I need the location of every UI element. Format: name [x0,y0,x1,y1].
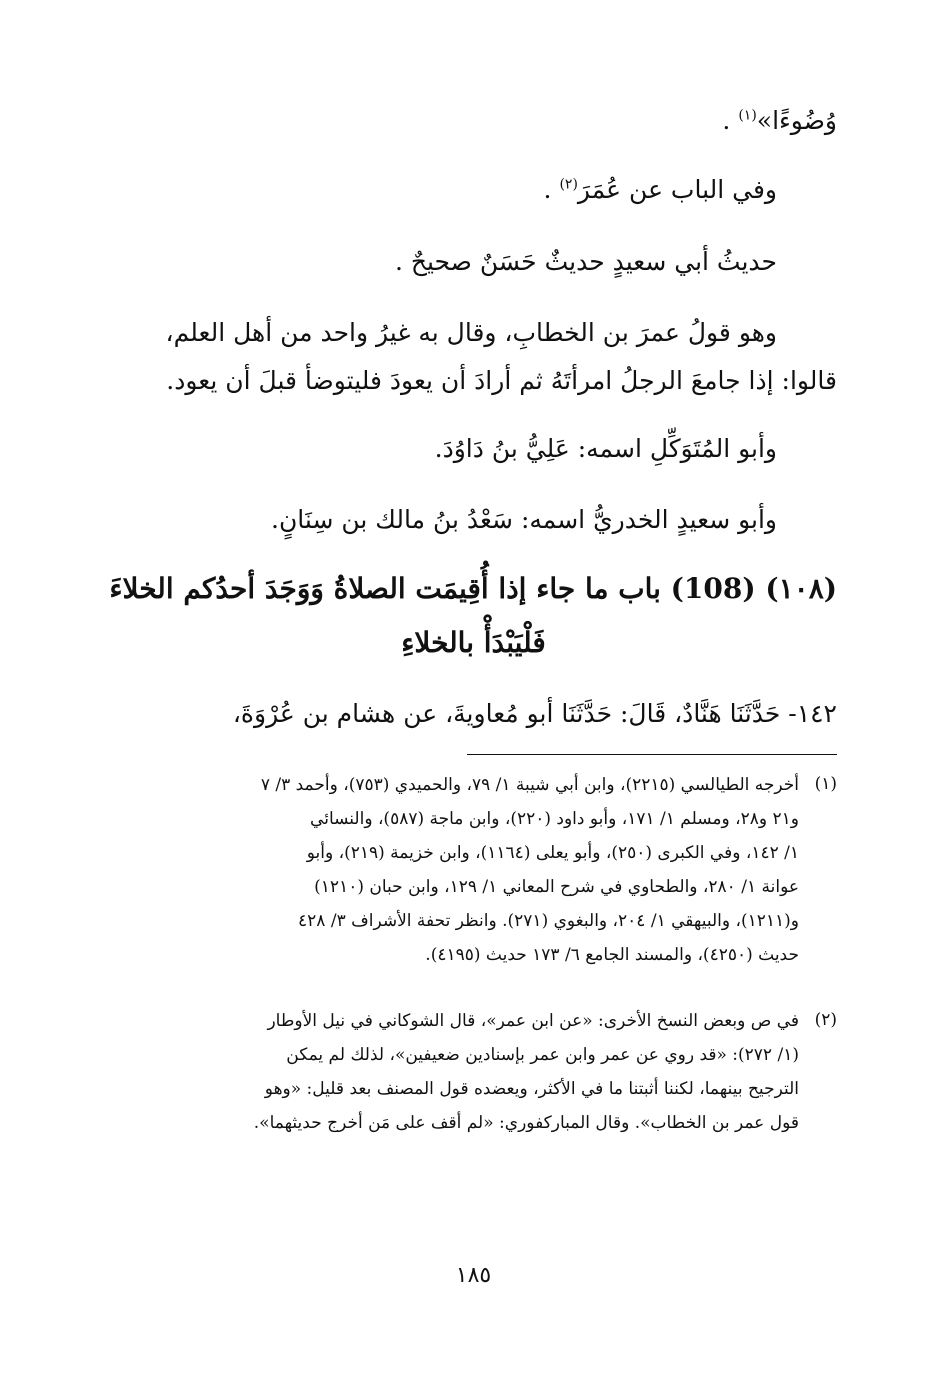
chapter-number-latin: (108) [670,572,756,605]
footnote-2-line: قول عمر بن الخطاب». وقال المباركفوري: «لم أقف على مَن أخرج حديثهما». [253,1113,799,1133]
body-line-1-end: . [722,106,739,135]
footnote-1-line: و(١٢١١)، والبيهقي ١/ ٢٠٤، والبغوي (٢٧١). وانظر تحفة الأشراف ٣/ ٤٢٨ [298,911,799,931]
chapter-title-line-1: باب ما جاء إذا أُقِيمَت الصلاةُ وَوَجَدَ أحدُكم الخلاءَ [109,572,661,605]
body-line-5: قالوا: إذا جامعَ الرجلُ امرأتَهُ ثم أرادَ أن يعودَ فليتوضأ قبلَ أن يعود. [166,366,837,395]
footnote-2-line: في ص وبعض النسخ الأخرى: «عن ابن عمر»، قال الشوكاني في نيل الأوطار [267,1011,799,1031]
footnote-1-line: عوانة ١/ ٢٨٠، والطحاوي في شرح المعاني ١/ ١٢٩، وابن حبان (١٢١٠) [314,877,799,897]
hadith-line-1: ١٤٢- حَدَّثَنَا هَنَّادٌ، قَالَ: حَدَّثَنَا أبو مُعاويةَ، عن هشام بن عُرْوَةَ، [232,699,837,728]
body-line-7: وأبو سعيدٍ الخدريُّ اسمه: سَعْدُ بنُ مالك بن سِنَانٍ. [271,505,777,534]
footnote-2-marker: (٢) [814,1010,837,1030]
chapter-title-line-2: فَلْيَبْدَأْ بالخلاءِ [401,626,546,659]
footnote-1-line: و٢١ و٢٨، ومسلم ١/ ١٧١، وأبو داود (٢٢٠)، وابن ماجة (٥٨٧)، والنسائي [310,809,799,829]
body-line-1 [722,106,837,135]
footnote-1-line: ١/ ١٤٢، وفي الكبرى (٢٥٠)، وأبو يعلى (١١٦٤)، وابن خزيمة (٢١٩)، وأبو [306,843,799,863]
body-line-2-text: وفي الباب عن عُمَرَ [577,175,777,204]
footnote-2 [122,1004,799,1140]
footnote-ref-1: (١) [738,107,757,124]
footnote-2-line: (١/ ٢٧٢): «قد روي عن عمر وابن عمر بإسنادين ضعيفين»، لذلك لم يمكن [286,1045,799,1065]
footnote-1-line: أخرجه الطيالسي (٢٢١٥)، وابن أبي شيبة ١/ ٧٩، والحميدي (٧٥٣)، وأحمد ٣/ ٧ [260,775,799,795]
body-line-3: حديثُ أبي سعيدٍ حديثٌ حَسَنٌ صحيحٌ . [394,247,777,276]
footnote-1-line: حديث (٤٢٥٠)، والمسند الجامع ٦/ ١٧٣ حديث (٤١٩٥). [425,945,799,965]
body-line-4: وهو قولُ عمرَ بن الخطابِ، وقال به غيرُ واحد من أهل العلم، [165,318,777,347]
chapter-heading [109,572,837,605]
body-line-2 [544,175,777,204]
footnote-divider [467,754,837,755]
body-line-2-end: . [543,175,560,204]
footnote-ref-2: (٢) [559,176,578,193]
body-line-6: وأبو المُتَوَكِّلِ اسمه: عَلِيُّ بنُ دَاوُدَ. [434,434,777,463]
footnote-2-line: الترجيح بينهما، لكننا أثبتنا ما في الأكثر، ويعضده قول المصنف بعد قليل: «وهو [264,1079,799,1099]
footnote-1-marker: (١) [814,774,837,794]
page-number: ١٨٥ [455,1263,492,1288]
body-line-1-text: وُضُوءًا» [756,106,837,135]
footnote-1 [122,768,799,972]
chapter-number-arabic: (١٠٨) [765,572,837,605]
